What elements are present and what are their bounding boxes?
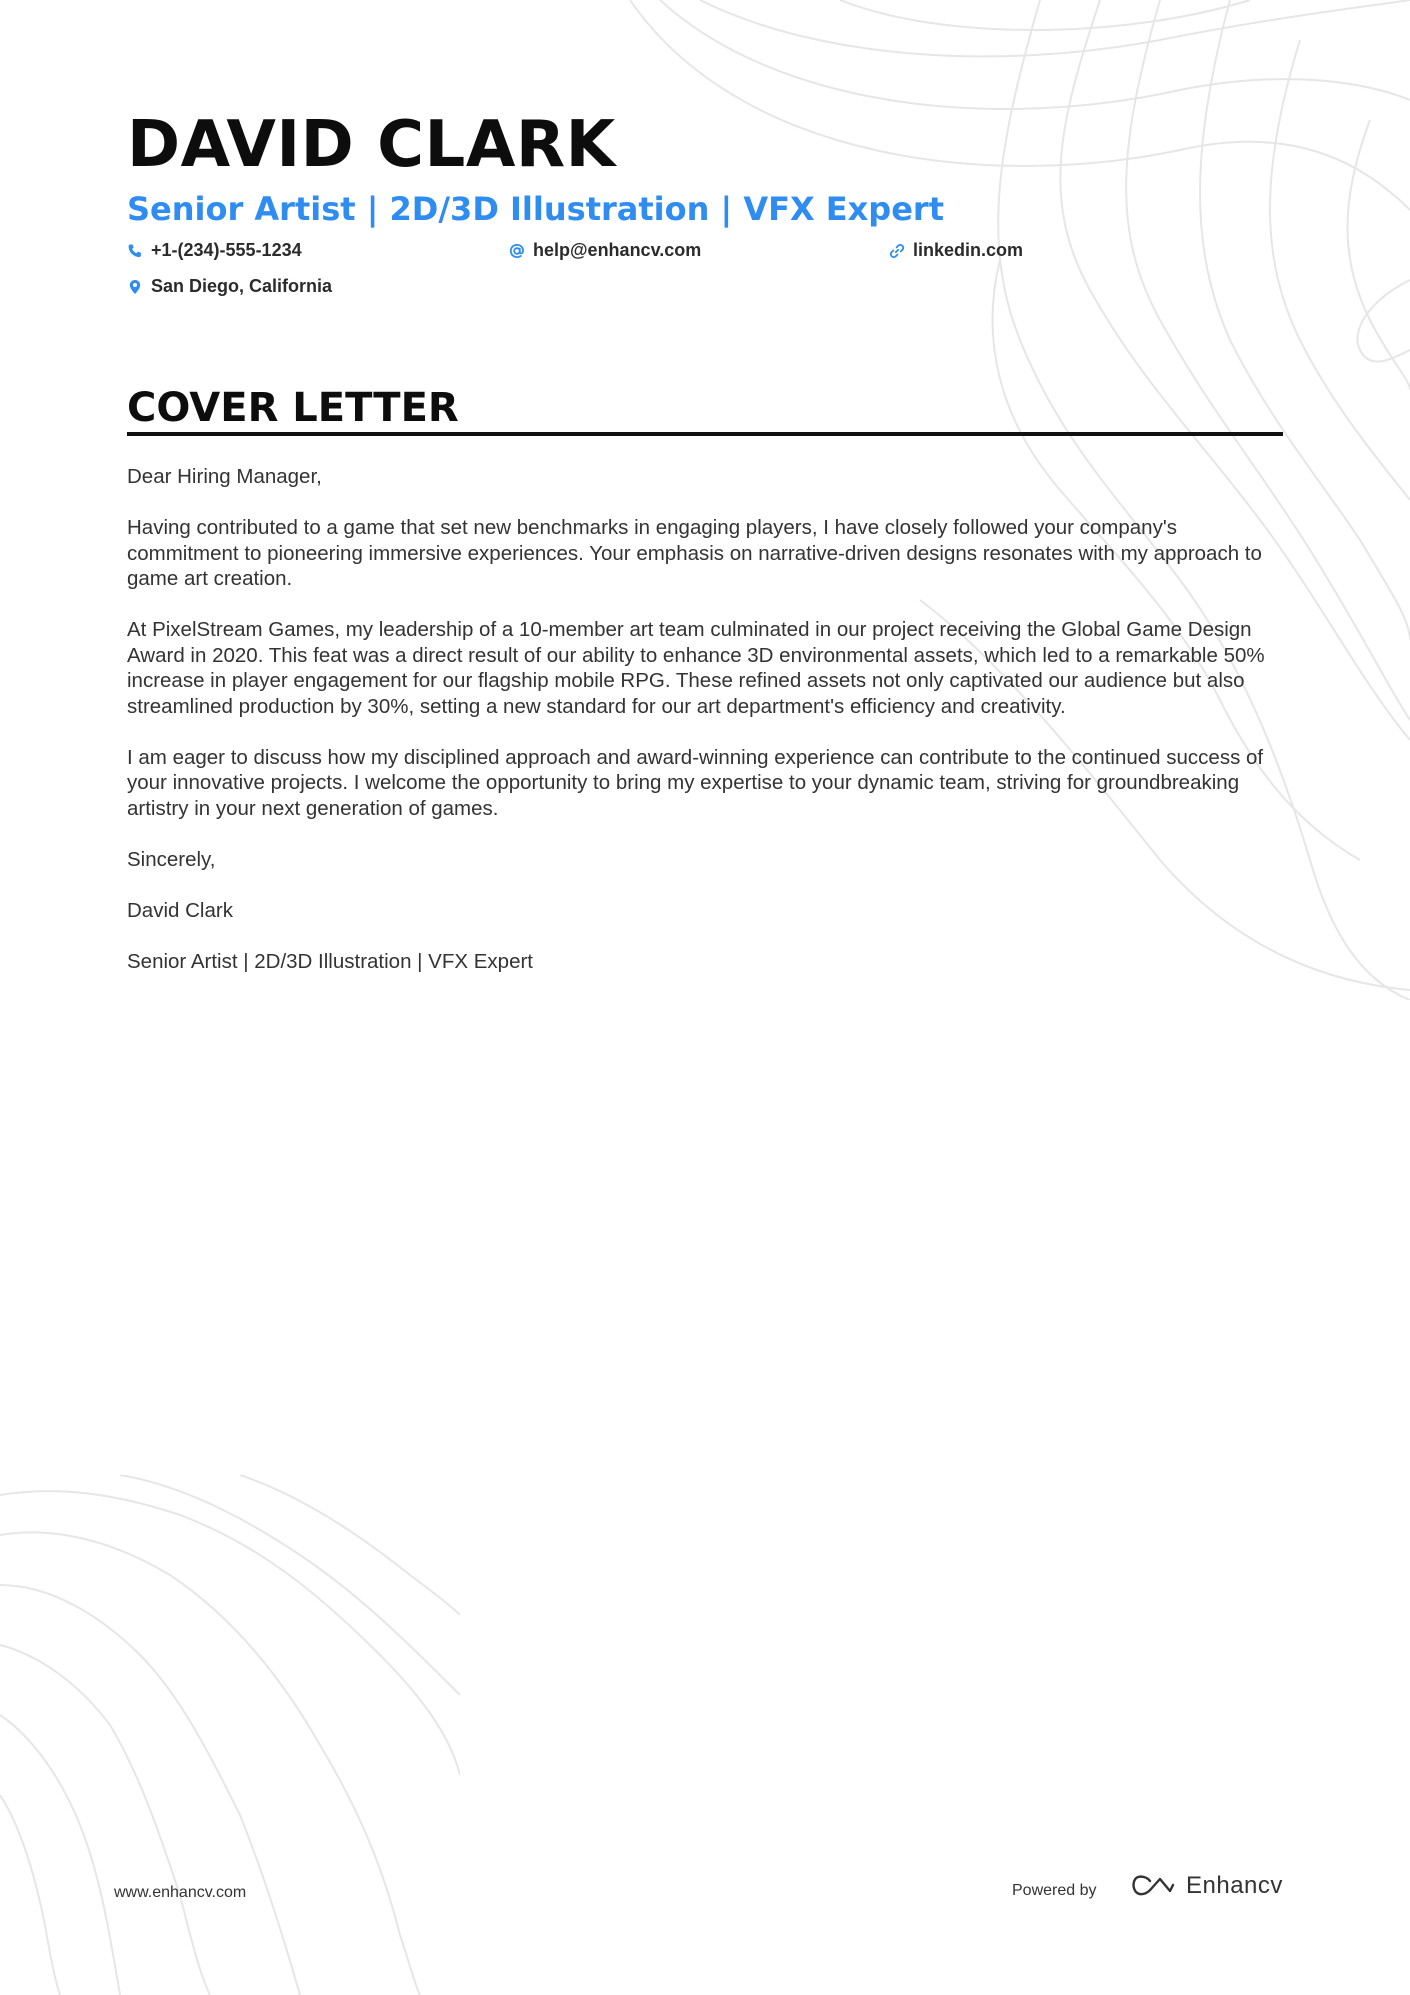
location-text: San Diego, California [151,276,333,296]
footer-powered-by: Powered by [1012,1882,1097,1899]
letter-paragraph-3: I am eager to discuss how my disciplined approach and award-winning experience can contribute to the continued success of your innovative projects. I welcome the opportunity to bring my expertise to your dynamic team, striving for groundbreaking artistry in your next generation of games. [127,745,1264,820]
letter-body [127,464,1283,1000]
email-text: help@enhancv.com [533,240,702,260]
letter-signature-name: David Clark [127,898,233,922]
link-icon [889,243,905,259]
contact-phone[interactable] [127,240,302,261]
contact-linkedin[interactable] [889,240,1023,261]
contact-email[interactable] [509,240,701,261]
enhancv-logo-icon [1130,1873,1176,1899]
candidate-title: Senior Artist | 2D/3D Illustration | VFX Expert [127,190,944,228]
letter-paragraph-2: At PixelStream Games, my leadership of a 10-member art team culminated in our project receiving the Global Game Design Award in 2020. This feat was a direct result of our ability to enhance 3D environmental assets, which led to a remarkable 50% increase in player engagement for our flagship mobile RPG. These refined assets not only captivated our audience but also streamlined production by 30%, setting a new standard for our art department's efficiency and creativity. [127,618,1265,718]
footer-website-link[interactable]: www.enhancv.com [114,1884,247,1901]
phone-icon [127,243,143,259]
brand-name: Enhancv [1186,1872,1283,1899]
letter-paragraph-1: Having contributed to a game that set new benchmarks in engaging players, I have closely followed your company's commitment to pioneering immersive experiences. Your emphasis on narrative-driven designs resonates with my approach to game art creation. [127,516,1262,590]
candidate-name: DAVID CLARK [127,108,616,182]
contact-location [127,276,332,297]
enhancv-brand[interactable] [1130,1872,1283,1900]
background-contour-bottom [0,1475,460,1995]
location-pin-icon [127,279,143,295]
phone-text: +1-(234)-555-1234 [151,240,302,260]
linkedin-text: linkedin.com [913,240,1024,260]
section-title: COVER LETTER [127,385,459,431]
letter-closing: Sincerely, [127,847,216,871]
letter-signature-title: Senior Artist | 2D/3D Illustration | VFX Expert [127,949,533,973]
at-icon [509,243,525,259]
letter-greeting: Dear Hiring Manager, [127,465,322,488]
section-divider [127,432,1283,436]
